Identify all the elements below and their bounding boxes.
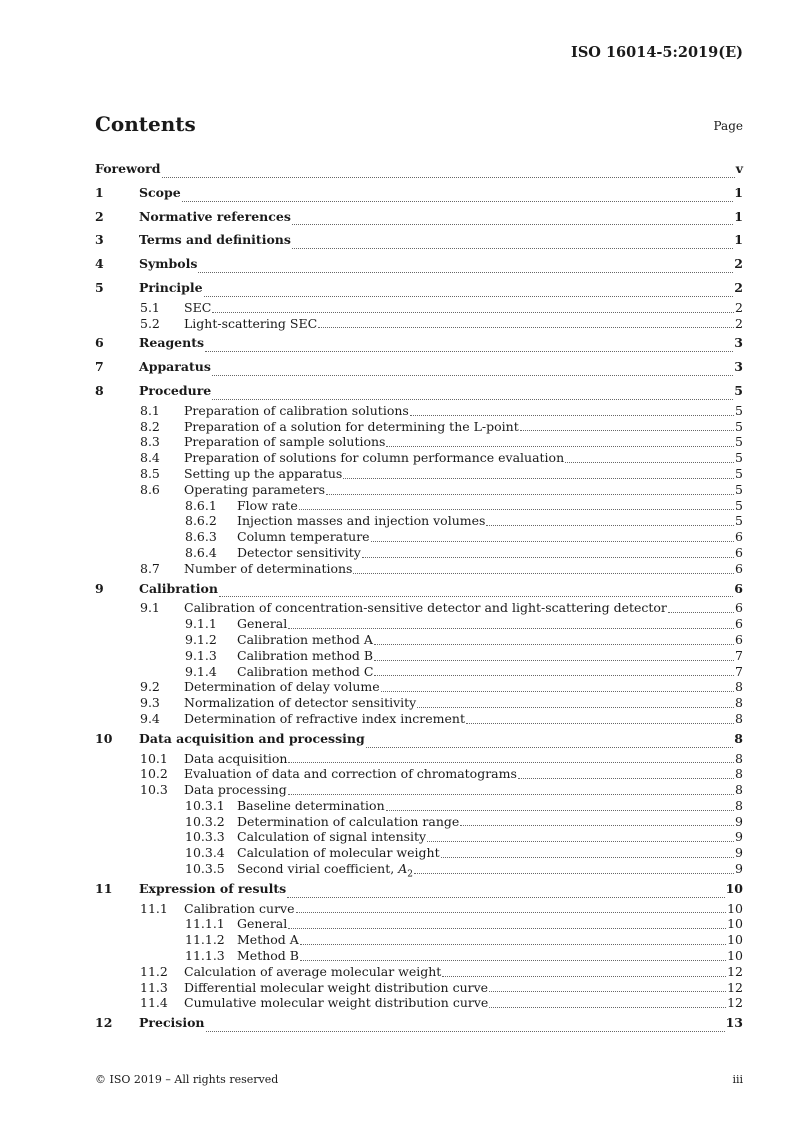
toc-entry-page: 10 <box>727 916 743 932</box>
toc-entry-number: 7 <box>95 359 104 375</box>
toc-entry-number: 11.2 <box>140 963 168 979</box>
toc-entry[interactable] <box>95 727 743 751</box>
toc-entry-page: 12 <box>727 963 743 979</box>
toc-entry-number: 8.2 <box>140 418 160 434</box>
toc-entry[interactable] <box>95 419 743 435</box>
toc-entry-number: 3 <box>95 232 104 248</box>
toc-entry-page: 8 <box>735 695 743 711</box>
dot-leader <box>212 375 733 376</box>
toc-entry-title: Calculation of signal intensity <box>237 829 427 845</box>
dot-leader <box>162 177 735 178</box>
dot-leader <box>288 794 734 795</box>
toc-entry-number: 11.1.2 <box>185 932 225 948</box>
toc-entry[interactable] <box>95 545 743 561</box>
toc-entry-number: 10.2 <box>140 766 168 782</box>
dot-leader <box>386 446 734 447</box>
toc-entry[interactable] <box>95 513 743 529</box>
toc-entry-number: 8.6.2 <box>185 513 217 529</box>
dot-leader <box>489 1007 726 1008</box>
toc-entry-number: 9.1.2 <box>185 631 217 647</box>
toc-entry-page: 8 <box>735 797 743 813</box>
toc-entry-page: 2 <box>735 299 743 315</box>
dot-leader <box>204 296 734 297</box>
toc-entry[interactable] <box>95 228 743 252</box>
footer-page-number: iii <box>732 1073 743 1086</box>
toc-entry-title: Calibration of concentration-sensitive detector and light-scattering detector <box>184 600 667 616</box>
dot-leader <box>212 312 734 313</box>
toc-entry-page: 2 <box>734 279 743 295</box>
dot-leader <box>410 415 734 416</box>
toc-entry-page: 6 <box>735 529 743 545</box>
toc-entry[interactable] <box>95 529 743 545</box>
toc-entry-title: Preparation of calibration solutions <box>184 402 409 418</box>
dot-leader <box>668 612 734 613</box>
dot-leader <box>288 928 726 929</box>
toc-entry-title: Flow rate <box>237 497 298 513</box>
toc-entry-page: 6 <box>735 616 743 632</box>
toc-entry[interactable] <box>95 861 743 880</box>
toc-entry-number: 10.3.3 <box>185 829 225 845</box>
toc-entry[interactable] <box>95 498 743 514</box>
toc-entry[interactable] <box>95 577 743 601</box>
toc-entry-page: 10 <box>727 900 743 916</box>
toc-entry-title: Expression of results <box>139 880 287 896</box>
toc-entry[interactable] <box>95 798 743 814</box>
dot-leader <box>212 399 733 400</box>
dot-leader <box>466 723 734 724</box>
toc-entry-number: 9.1.4 <box>185 663 217 679</box>
toc-entry-page: 5 <box>735 450 743 466</box>
toc-entry-number: 8.6.3 <box>185 529 217 545</box>
toc-entry-title: Principle <box>139 279 203 295</box>
toc-entry[interactable] <box>95 695 743 711</box>
dot-leader <box>296 912 727 913</box>
toc-entry-number: 9.1.1 <box>185 616 217 632</box>
toc-entry-page: 8 <box>735 782 743 798</box>
toc-entry[interactable] <box>95 782 743 798</box>
toc-entry-number: 9.2 <box>140 679 160 695</box>
toc-entry[interactable] <box>95 916 743 932</box>
toc-entry[interactable] <box>95 901 743 917</box>
toc-entry[interactable] <box>95 316 743 332</box>
toc-entry-number: 5.2 <box>140 315 160 331</box>
dot-leader <box>565 462 734 463</box>
toc-entry-number: 8 <box>95 382 104 398</box>
toc-entry-page: 5 <box>735 418 743 434</box>
toc-entry[interactable] <box>95 434 743 450</box>
toc-entry-title: SEC <box>184 299 212 315</box>
toc-entry-number: 11.1.3 <box>185 948 225 964</box>
dot-leader <box>300 960 726 961</box>
dot-leader <box>414 873 734 874</box>
toc-entry[interactable] <box>95 845 743 861</box>
toc-entry[interactable] <box>95 829 743 845</box>
dot-leader <box>520 430 734 431</box>
toc-entry-title: Number of determinations <box>184 560 353 576</box>
toc-entry-page: 6 <box>734 580 743 596</box>
toc-entry-page: 5 <box>735 481 743 497</box>
toc-entry-page: 10 <box>727 932 743 948</box>
dot-leader <box>326 494 734 495</box>
toc-entry[interactable] <box>95 679 743 695</box>
toc-entry[interactable] <box>95 766 743 782</box>
toc-entry-page: 8 <box>735 679 743 695</box>
toc-entry-title: Symbols <box>139 256 198 272</box>
toc-entry-page: 5 <box>735 434 743 450</box>
dot-leader <box>287 897 724 898</box>
dot-leader <box>486 525 734 526</box>
dot-leader <box>518 778 734 779</box>
dot-leader <box>417 707 734 708</box>
toc-entry-number: 10.3.1 <box>185 797 225 813</box>
toc-entry-page: v <box>735 161 743 176</box>
dot-leader <box>219 596 733 597</box>
toc-entry[interactable] <box>95 450 743 466</box>
toc-entry-title: Precision <box>139 1015 205 1031</box>
dot-leader <box>299 509 734 510</box>
toc-entry[interactable] <box>95 300 743 316</box>
dot-leader <box>371 541 734 542</box>
footer-copyright: © ISO 2019 – All rights reserved <box>95 1073 279 1086</box>
dot-leader <box>427 841 734 842</box>
toc-entry[interactable] <box>95 877 743 901</box>
toc-entry-title: Preparation of solutions for column performance evaluation <box>184 450 565 466</box>
toc-entry-title: General <box>237 616 288 632</box>
toc-entry-page: 7 <box>735 663 743 679</box>
toc-entry-number: 4 <box>95 256 104 272</box>
toc-entry[interactable] <box>95 205 743 229</box>
dot-leader <box>489 991 726 992</box>
toc-entry[interactable] <box>95 466 743 482</box>
toc-entry-title: Determination of refractive index increment <box>184 710 465 726</box>
toc-entry-title: General <box>237 916 288 932</box>
dot-leader <box>374 644 734 645</box>
toc-entry-page: 5 <box>735 497 743 513</box>
toc-entry-number: 11.4 <box>140 995 168 1011</box>
toc-entry[interactable] <box>95 995 743 1011</box>
toc-entry-number: 5 <box>95 279 104 295</box>
toc-entry-page: 5 <box>735 402 743 418</box>
toc-entry-title: Determination of calculation range <box>237 813 460 829</box>
toc-entry[interactable] <box>95 1011 743 1035</box>
toc-entry-number: 5.1 <box>140 299 160 315</box>
toc-entry-page: 3 <box>734 359 743 375</box>
toc-entry[interactable] <box>95 379 743 403</box>
toc-entry-page: 13 <box>725 1015 743 1031</box>
toc-entry-title: Injection masses and injection volumes <box>237 513 486 529</box>
toc-entry-title: Calibration method B <box>237 647 374 663</box>
toc-entry-number: 10 <box>95 730 113 746</box>
toc-entry-page: 8 <box>735 750 743 766</box>
toc-entry-title: Terms and definitions <box>139 232 291 248</box>
page-title: Contents <box>95 112 196 136</box>
toc-entry-title: Method B <box>237 948 299 964</box>
toc-entry-page: 8 <box>735 710 743 726</box>
toc-entry-number: 10.3.4 <box>185 845 225 861</box>
toc-entry-number: 10.3.2 <box>185 813 225 829</box>
toc-entry-page: 1 <box>734 208 743 224</box>
toc-entry[interactable] <box>95 600 743 616</box>
toc-entry-page: 6 <box>735 560 743 576</box>
toc-entry-title: Calibration method C <box>237 663 374 679</box>
dot-leader <box>288 762 734 763</box>
toc-entry[interactable] <box>95 482 743 498</box>
toc-entry-number: 12 <box>95 1015 113 1031</box>
toc-entry[interactable] <box>95 632 743 648</box>
toc-entry-title: Calculation of molecular weight <box>237 845 440 861</box>
dot-leader <box>366 747 734 748</box>
dot-leader <box>374 660 734 661</box>
toc-entry-number: 8.4 <box>140 450 160 466</box>
toc-entry-number: 1 <box>95 184 104 200</box>
dot-leader <box>182 201 734 202</box>
toc-entry-number: 8.6 <box>140 481 160 497</box>
toc-entry-number: 9 <box>95 580 104 596</box>
toc-entry-page: 9 <box>735 829 743 845</box>
dot-leader <box>198 272 733 273</box>
dot-leader <box>300 944 726 945</box>
toc-entry-number: 8.1 <box>140 402 160 418</box>
toc-entry-number: 9.1 <box>140 600 160 616</box>
toc-entry-number: 10.3.5 <box>185 861 225 877</box>
page-column-label: Page <box>713 119 743 133</box>
toc-entry-title: Data acquisition and processing <box>139 730 365 746</box>
toc-entry-title: Differential molecular weight distribution curve <box>184 979 489 995</box>
toc-entry[interactable] <box>95 648 743 664</box>
toc-entry-page: 2 <box>735 315 743 331</box>
toc-entry[interactable] <box>95 964 743 980</box>
document-id: ISO 16014-5:2019(E) <box>571 44 743 61</box>
dot-leader <box>205 351 733 352</box>
toc-entry-title: Preparation of a solution for determining the L-point <box>184 418 519 434</box>
toc-entry[interactable] <box>95 403 743 419</box>
toc-entry[interactable] <box>95 616 743 632</box>
toc-entry-page: 6 <box>735 544 743 560</box>
toc-entry-title: Light-scattering SEC <box>184 315 318 331</box>
toc-entry-title: Operating parameters <box>184 481 326 497</box>
toc-entry-page: 2 <box>734 256 743 272</box>
toc-entry-number: 11.1.1 <box>185 916 225 932</box>
toc-entry-title: Reagents <box>139 335 205 351</box>
toc-entry-title: Calibration curve <box>184 900 295 916</box>
toc-entry-title: Scope <box>139 184 181 200</box>
toc-entry-title: Normative references <box>139 208 291 224</box>
toc-entry[interactable] <box>95 932 743 948</box>
toc-entry-number: 9.3 <box>140 695 160 711</box>
toc-entry-title: Column temperature <box>237 529 370 545</box>
toc-entry-number: 8.5 <box>140 465 160 481</box>
toc-entry-page: 8 <box>735 766 743 782</box>
toc-entry-number: 8.6.1 <box>185 497 217 513</box>
toc-entry-number: 6 <box>95 335 104 351</box>
toc-entry-title: Cumulative molecular weight distribution curve <box>184 995 489 1011</box>
dot-leader <box>353 573 734 574</box>
toc-entry-title: Apparatus <box>139 359 211 375</box>
toc-entry-page: 3 <box>734 335 743 351</box>
toc-entry[interactable] <box>95 980 743 996</box>
toc-entry-page: 9 <box>735 845 743 861</box>
toc-entry-number: 8.3 <box>140 434 160 450</box>
toc-entry-title: Calculation of average molecular weight <box>184 963 442 979</box>
dot-leader <box>206 1031 725 1032</box>
toc-entry[interactable] <box>95 181 743 205</box>
toc-entry-title: Foreword <box>95 161 161 176</box>
toc-entry-page: 12 <box>727 995 743 1011</box>
toc-entry-title: Evaluation of data and correction of chromatograms <box>184 766 517 782</box>
dot-leader <box>292 248 733 249</box>
toc-entry-number: 2 <box>95 208 104 224</box>
toc-entry-number: 10.1 <box>140 750 168 766</box>
toc-entry[interactable] <box>95 751 743 767</box>
toc-entry-page: 7 <box>735 647 743 663</box>
table-of-contents <box>95 157 743 1035</box>
dot-leader <box>442 976 726 977</box>
toc-entry-title: Preparation of sample solutions <box>184 434 386 450</box>
toc-entry-number: 8.6.4 <box>185 544 217 560</box>
toc-entry-page: 10 <box>727 948 743 964</box>
toc-entry-page: 12 <box>727 979 743 995</box>
dot-leader <box>460 825 734 826</box>
toc-entry-number: 8.7 <box>140 560 160 576</box>
toc-entry[interactable] <box>95 355 743 379</box>
toc-entry-page: 6 <box>735 600 743 616</box>
toc-entry-page: 9 <box>735 813 743 829</box>
toc-entry-title: Procedure <box>139 382 212 398</box>
toc-entry[interactable] <box>95 948 743 964</box>
toc-entry-title: Detector sensitivity <box>237 544 361 560</box>
toc-entry-title: Data acquisition <box>184 750 288 766</box>
toc-entry-title: Calibration <box>139 580 218 596</box>
dot-leader <box>318 327 734 328</box>
toc-entry[interactable] <box>95 561 743 577</box>
toc-entry-title: Baseline determination <box>237 797 385 813</box>
toc-entry-page: 6 <box>735 631 743 647</box>
toc-entry-page: 5 <box>734 382 743 398</box>
toc-entry-title: Data processing <box>184 782 287 798</box>
toc-entry[interactable] <box>95 711 743 727</box>
toc-entry[interactable] <box>95 814 743 830</box>
toc-entry-page: 5 <box>735 513 743 529</box>
toc-entry[interactable] <box>95 252 743 276</box>
toc-entry-title: Second virial coefficient, $A_2$ <box>237 861 413 880</box>
dot-leader <box>374 675 734 676</box>
toc-entry[interactable] <box>95 276 743 300</box>
toc-entry-page: 1 <box>734 184 743 200</box>
dot-leader <box>343 478 734 479</box>
toc-entry-number: 11 <box>95 880 113 896</box>
toc-entry-title: Normalization of detector sensitivity <box>184 695 417 711</box>
toc-entry[interactable] <box>95 331 743 355</box>
toc-entry-number: 11.1 <box>140 900 168 916</box>
toc-entry-title: Method A <box>237 932 299 948</box>
dot-leader <box>292 224 733 225</box>
toc-entry[interactable] <box>95 157 743 181</box>
toc-entry-title: Setting up the apparatus <box>184 465 343 481</box>
dot-leader <box>381 691 734 692</box>
dot-leader <box>288 628 734 629</box>
toc-entry-number: 10.3 <box>140 782 168 798</box>
dot-leader <box>441 857 734 858</box>
toc-entry-page: 8 <box>734 730 743 746</box>
dot-leader <box>362 557 734 558</box>
toc-entry-page: 5 <box>735 465 743 481</box>
toc-entry-title: Determination of delay volume <box>184 679 380 695</box>
toc-entry-number: 9.1.3 <box>185 647 217 663</box>
toc-entry[interactable] <box>95 664 743 680</box>
toc-entry-number: 11.3 <box>140 979 168 995</box>
dot-leader <box>386 810 734 811</box>
toc-entry-title: Calibration method A <box>237 631 373 647</box>
toc-entry-page: 1 <box>734 232 743 248</box>
toc-entry-page: 9 <box>735 861 743 877</box>
toc-entry-number: 9.4 <box>140 710 160 726</box>
toc-entry-page: 10 <box>725 880 743 896</box>
